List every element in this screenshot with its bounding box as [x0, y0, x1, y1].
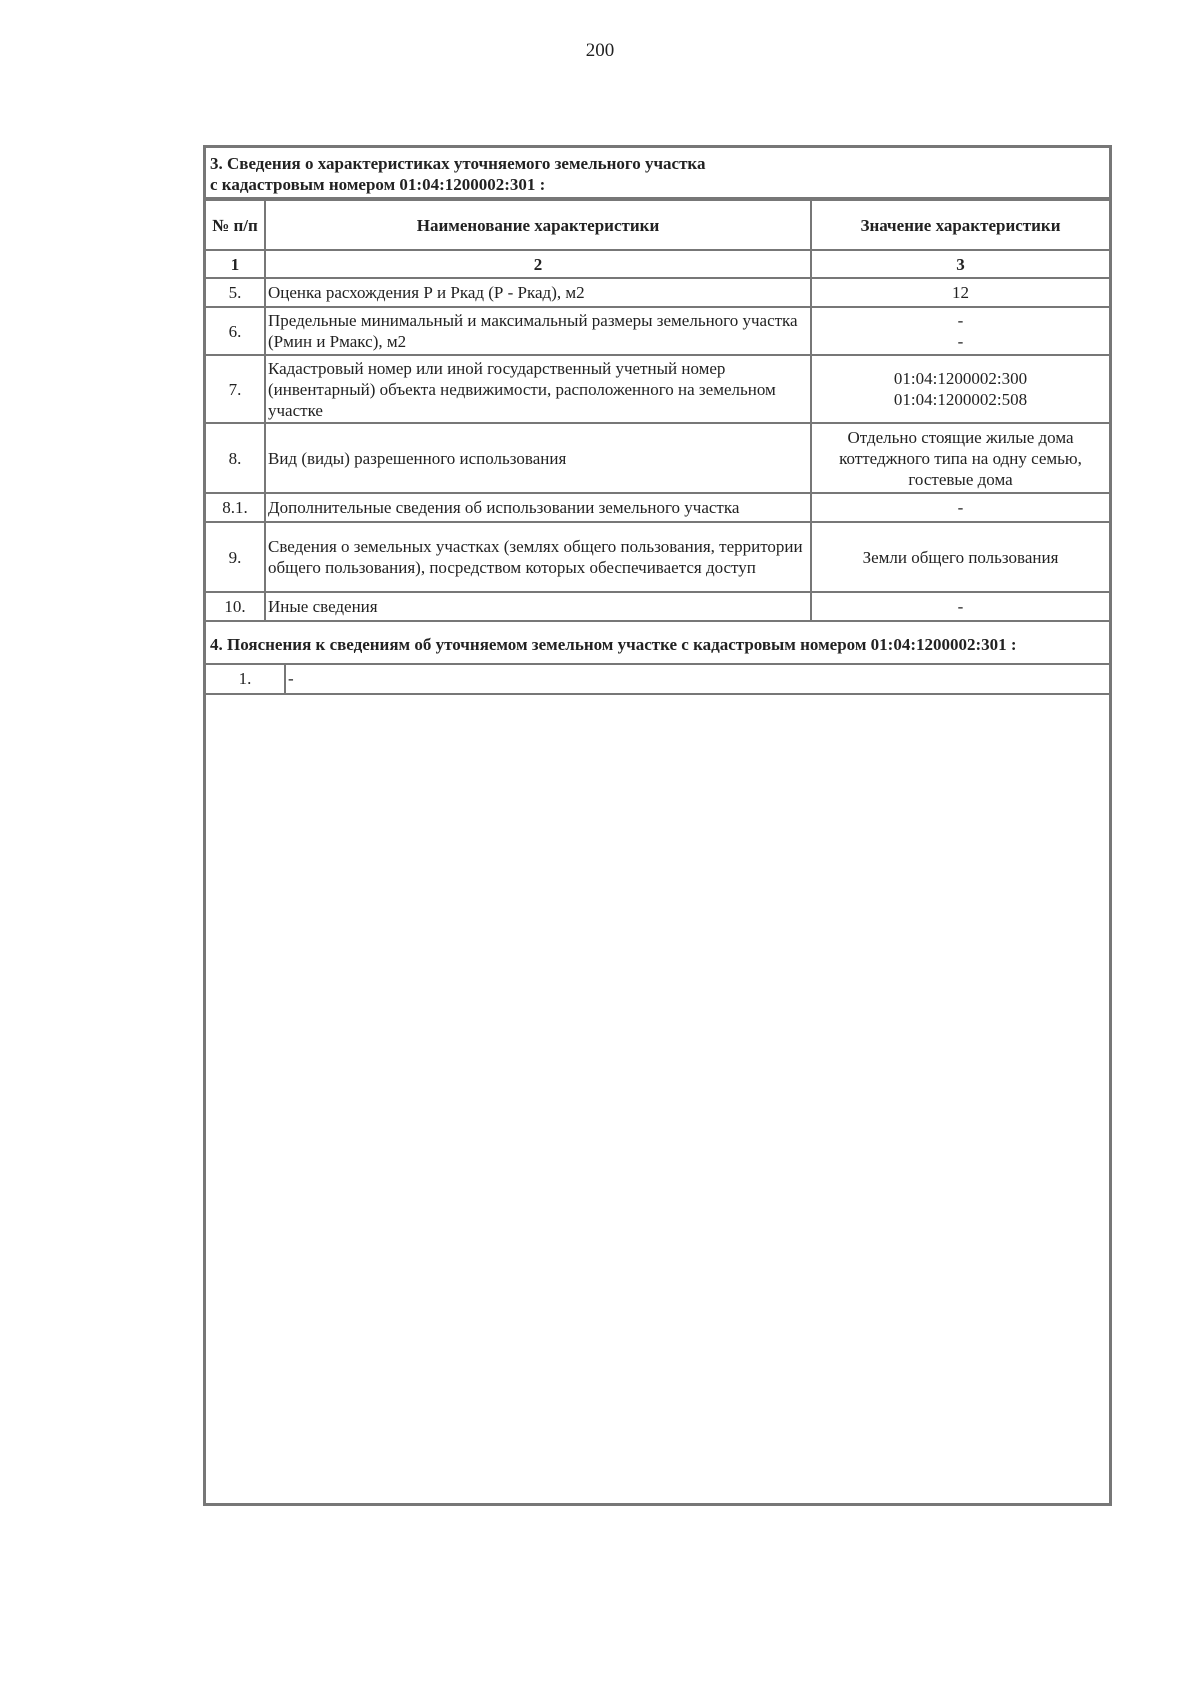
row-value-line: -	[957, 332, 964, 351]
row-name: Вид (виды) разрешенного использования	[265, 423, 811, 493]
table-row	[206, 493, 1109, 522]
table-row	[206, 278, 1109, 307]
section4-title: 4. Пояснения к сведениям об уточняемом земельном участке с кадастровым номером 01:04:1200002:301 :	[206, 628, 1109, 665]
table-row	[206, 307, 1109, 355]
row-name: Сведения о земельных участках (землях общего пользования, территории общего пользования), посредством которых обеспечивается доступ	[265, 522, 811, 592]
row-num: 7.	[206, 355, 265, 423]
section4-row-text: -	[288, 669, 294, 688]
row-value: -	[811, 592, 1109, 621]
row-num: 10.	[206, 592, 265, 621]
characteristics-table	[206, 199, 1109, 622]
row-name: Предельные минимальный и максимальный размеры земельного участка (Рмин и Рмакс), м2	[265, 307, 811, 355]
row-name: Дополнительные сведения об использовании земельного участка	[265, 493, 811, 522]
row-value: 12	[811, 278, 1109, 307]
table-header-row	[206, 200, 1109, 250]
table-index-row	[206, 250, 1109, 278]
row-name: Оценка расхождения Р и Ркад (Р - Ркад), м2	[265, 278, 811, 307]
header-value: Значение характеристики	[811, 200, 1109, 250]
row-value	[811, 307, 1109, 355]
table-row	[206, 592, 1109, 621]
index-col-1: 1	[206, 250, 265, 278]
section4-row-num: 1.	[206, 665, 286, 693]
document-frame	[203, 145, 1112, 1506]
row-value-line: -	[957, 311, 964, 330]
row-num: 6.	[206, 307, 265, 355]
row-value-line: 01:04:1200002:300	[893, 369, 1028, 388]
table-row	[206, 522, 1109, 592]
index-col-3: 3	[811, 250, 1109, 278]
table-row	[206, 423, 1109, 493]
row-num: 5.	[206, 278, 265, 307]
header-num: № п/п	[206, 200, 265, 250]
section4-row	[206, 665, 1109, 695]
row-num: 8.1.	[206, 493, 265, 522]
section3-title	[206, 148, 1109, 199]
index-col-2: 2	[265, 250, 811, 278]
row-name: Иные сведения	[265, 592, 811, 621]
page-number: 200	[585, 40, 615, 61]
row-num: 9.	[206, 522, 265, 592]
row-value	[811, 355, 1109, 423]
section3-title-line2: с кадастровым номером 01:04:1200002:301 :	[210, 175, 546, 194]
row-value-line: 01:04:1200002:508	[893, 390, 1028, 409]
section3-title-line1: 3. Сведения о характеристиках уточняемого земельного участка	[210, 154, 706, 173]
row-value: Земли общего пользования	[811, 522, 1109, 592]
header-name: Наименование характеристики	[265, 200, 811, 250]
table-row	[206, 355, 1109, 423]
row-value: Отдельно стоящие жилые дома коттеджного типа на одну семью, гостевые дома	[811, 423, 1109, 493]
row-num: 8.	[206, 423, 265, 493]
row-value: -	[811, 493, 1109, 522]
row-name: Кадастровый номер или иной государственный учетный номер (инвентарный) объекта недвижимости, расположенного на земельном участке	[265, 355, 811, 423]
